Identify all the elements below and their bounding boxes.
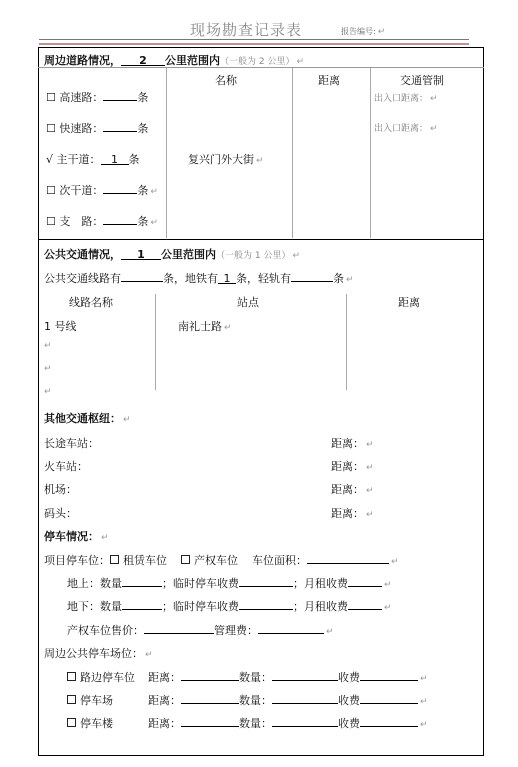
transit-section-title: 公共交通情况， 1 公里范围内（一般为 1 公里） ↵ — [44, 248, 300, 261]
public-parking-row: 路边停车位 距离： 数量： 收费 ↵ — [67, 669, 428, 685]
road-row: ☐ 高速路： 条 — [46, 91, 149, 104]
public-parking-checkbox[interactable] — [67, 672, 76, 681]
roads-section-title: 周边道路情况， 2 公里范围内（一般为 2 公里） ↵ — [44, 54, 304, 67]
road-row: ☐ 快速路： 条 — [46, 122, 149, 135]
rent-checkbox[interactable] — [110, 555, 119, 564]
col-line-header: 线路名称 — [69, 296, 113, 309]
header-rule-accent — [39, 43, 469, 45]
column-divider — [166, 68, 167, 238]
col-traffic-header: 交通管制 — [400, 74, 444, 87]
section-divider — [38, 239, 484, 240]
header-rule — [39, 39, 469, 40]
empty-paragraph: ↵ — [44, 341, 52, 351]
col-station-header: 站点 — [237, 296, 259, 309]
transit-station-value: 南礼士路 ↵ — [178, 320, 232, 333]
hub-label: 长途车站： — [44, 437, 99, 450]
col-distance-header: 距离 — [398, 296, 420, 309]
hubs-title: 其他交通枢纽： ↵ — [44, 412, 131, 425]
public-parking-checkbox[interactable] — [67, 695, 76, 704]
empty-paragraph: ↵ — [44, 364, 52, 374]
public-parking-title: 周边公共停车场位： ↵ — [44, 647, 153, 660]
roads-radius: 2 — [121, 54, 165, 66]
road-traffic-note: 出入口距离： ↵ — [374, 94, 438, 104]
road-name-value: 复兴门外大街 ↵ — [188, 153, 264, 166]
ground-parking-row: 地上：数量 ；临时停车收费 ；月租收费 ↵ — [67, 577, 392, 590]
public-parking-row: 停车楼 距离： 数量： 收费 ↵ — [67, 715, 428, 731]
road-traffic-note: 出入口距离： ↵ — [374, 124, 438, 134]
hub-distance: 距离： ↵ — [331, 460, 374, 473]
hub-distance: 距离： ↵ — [331, 507, 374, 520]
public-parking-row: 停车场 距离： 数量： 收费 ↵ — [67, 692, 428, 708]
transit-summary: 公共交通线路有 条，地铁有 1 条，轻轨有 条 ↵ — [44, 272, 354, 285]
column-divider — [370, 68, 371, 238]
sale-price-row: 产权车位售价： 管理费： ↵ — [67, 624, 334, 637]
owned-checkbox[interactable] — [181, 555, 190, 564]
hub-label: 码头： — [44, 507, 77, 520]
column-divider — [292, 68, 293, 238]
hub-distance: 距离： ↵ — [331, 437, 374, 450]
transit-line-value: 1 号线 — [44, 320, 77, 333]
road-row: ☐ 次干道： 条 ↵ — [46, 184, 158, 197]
public-parking-checkbox[interactable] — [67, 718, 76, 727]
page-title: 现场勘查记录表 — [190, 21, 303, 39]
empty-paragraph: ↵ — [44, 387, 52, 397]
col-distance-header: 距离 — [318, 74, 340, 87]
hub-distance: 距离： ↵ — [331, 483, 374, 496]
column-divider — [155, 294, 156, 390]
column-divider — [346, 294, 347, 390]
underground-parking-row: 地下：数量 ；临时停车收费 ；月租收费 ↵ — [67, 600, 392, 613]
report-number-label: 报告编号: ↵ — [341, 27, 386, 37]
hub-label: 机场： — [44, 483, 77, 496]
hub-label: 火车站： — [44, 460, 88, 473]
road-row: ☐ 支 路： 条 ↵ — [46, 215, 158, 228]
parking-title: 停车情况： ↵ — [44, 530, 109, 543]
road-row: √ 主干道： 1 条 — [46, 153, 140, 166]
col-name-header: 名称 — [215, 74, 237, 87]
transit-radius: 1 — [121, 248, 161, 260]
project-parking-row: 项目停车位： 租赁车位 产权车位 车位面积： ↵ — [44, 554, 399, 567]
